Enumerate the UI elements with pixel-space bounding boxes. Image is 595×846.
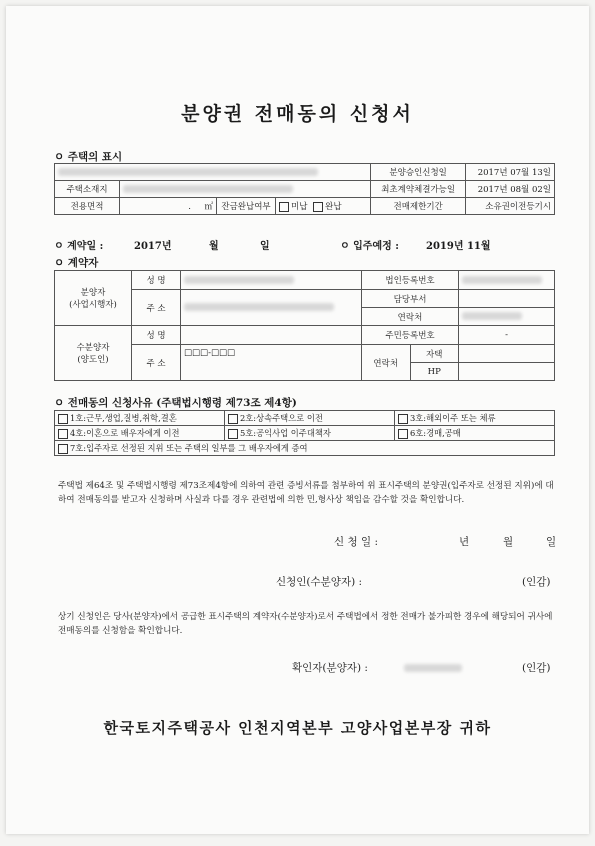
area-value: . ㎡ xyxy=(120,198,217,215)
paid-label: 완납 xyxy=(325,202,342,212)
apply-date-label: 신 청 일 : xyxy=(334,536,378,548)
contract-month: 월 xyxy=(209,241,219,252)
limit-value: 소유권이전등기시 xyxy=(466,198,555,215)
contract-year: 2017년 xyxy=(134,241,172,252)
buyer-address-value: □□□-□□□ xyxy=(181,345,362,381)
balance-label: 잔금완납여부 xyxy=(217,198,276,215)
contract-day: 일 xyxy=(260,241,270,252)
seller-name-label: 성 명 xyxy=(132,271,181,290)
confirmation-text: 상기 신청인은 당사(분양자)에서 공급한 표시주택의 계약자(수분양자)로서 주택법에서 정한 전매가 불가피한 경우에 해당되어 귀사에 전매동의를 신청함을 확인합니다. xyxy=(58,612,553,636)
limit-label: 전매제한기간 xyxy=(371,198,466,215)
reason-option[interactable]: 7호:입주자로 선정된 지위 또는 주택의 일부를 그 배우자에게 증여 xyxy=(55,441,555,456)
applicant-label: 신청인(수분양자) : xyxy=(276,576,363,588)
unpaid-checkbox[interactable] xyxy=(279,202,289,212)
contract-date: 2017년 08월 02일 xyxy=(466,181,555,198)
redacted-text xyxy=(184,303,334,311)
hp-value xyxy=(459,363,555,381)
parties-table xyxy=(54,270,555,381)
reason-checkbox[interactable] xyxy=(58,429,68,439)
section-parties-heading: ㅇ 계약자 xyxy=(54,257,99,269)
redacted-text xyxy=(462,312,522,320)
rrn-value: - xyxy=(459,326,555,345)
hp-label: HP xyxy=(410,363,459,381)
corp-label: 법인등록번호 xyxy=(362,271,459,290)
dept-label: 담당부서 xyxy=(362,290,459,308)
reason-checkbox[interactable] xyxy=(398,414,408,424)
rrn-label: 주민등록번호 xyxy=(362,326,459,345)
form-title: 분양권 전매동의 신청서 xyxy=(181,103,414,125)
declaration-text: 주택법 제64조 및 주택법시행령 제73조제4항에 의하여 관련 증빙서류를 첨부하여 위 표시주택의 분양권(입주자로 선정된 지위)에 대하여 전매동의를 받고자 신청하며 사실과 다를 경우 관련법에 의한 민,형사상 책임을 감수할 것을 확인합니다. xyxy=(58,481,554,505)
reason-table xyxy=(54,410,555,456)
redacted-text xyxy=(184,276,294,284)
seller-address-value xyxy=(181,290,362,326)
seller-contact-label: 연락처 xyxy=(362,308,459,326)
reason-checkbox[interactable] xyxy=(228,429,238,439)
applicant-seal: (인감) xyxy=(522,576,551,588)
approval-label: 분양승인신청일 xyxy=(371,164,466,181)
redacted-text xyxy=(404,664,462,672)
confirmer-label: 확인자(분양자) : xyxy=(292,662,368,674)
buyer-role: 수분양자 (양도인) xyxy=(55,326,132,381)
reason-checkbox[interactable] xyxy=(58,444,68,454)
reason-option[interactable]: 4호:이혼으로 배우자에게 이전 xyxy=(55,426,225,441)
home-label: 자택 xyxy=(410,345,459,363)
redacted-text xyxy=(462,276,542,284)
house-table xyxy=(54,163,555,215)
section-house-heading: ㅇ 주택의 표시 xyxy=(54,151,123,163)
section-reason-heading: ㅇ 전매동의 신청사유 (주택법시행령 제73조 제4항) xyxy=(54,397,297,409)
paid-checkbox[interactable] xyxy=(313,202,323,212)
redacted-text xyxy=(58,168,318,176)
address-label: 주택소재지 xyxy=(55,181,120,198)
addressee-footer: 한국토지주택공사 인천지역본부 고양사업본부장 귀하 xyxy=(103,719,492,737)
reason-option[interactable]: 5호:공익사업 이주대책자 xyxy=(225,426,395,441)
contract-label: 최초계약체결가능일 xyxy=(371,181,466,198)
reason-option[interactable]: 3호:해외이주 또는 체류 xyxy=(395,411,555,426)
seller-name-value xyxy=(181,271,362,290)
home-value xyxy=(459,345,555,363)
dept-value xyxy=(459,290,555,308)
approval-date: 2017년 07월 13일 xyxy=(466,164,555,181)
buyer-contact-label: 연락처 xyxy=(362,345,411,381)
corp-value xyxy=(459,271,555,290)
redacted-text xyxy=(123,185,293,193)
form-page xyxy=(6,6,589,834)
unpaid-label: 미납 xyxy=(291,202,308,212)
balance-options xyxy=(276,198,371,215)
movein-label: ㅇ 입주예정 : xyxy=(340,241,399,252)
buyer-address-label: 주 소 xyxy=(132,345,181,381)
reason-checkbox[interactable] xyxy=(228,414,238,424)
confirmer-seal: (인감) xyxy=(522,662,551,674)
reason-option[interactable]: 6호:경매,공매 xyxy=(395,426,555,441)
apply-month: 월 xyxy=(503,536,514,548)
apply-day: 일 xyxy=(546,536,557,548)
buyer-name-value xyxy=(181,326,362,345)
seller-role: 분양자 (사업시행자) xyxy=(55,271,132,326)
contract-date-label: ㅇ 계약일 : xyxy=(54,241,104,252)
reason-option[interactable]: 1호:근무,생업,질병,취학,결혼 xyxy=(55,411,225,426)
seller-address-label: 주 소 xyxy=(132,290,181,326)
reason-checkbox[interactable] xyxy=(398,429,408,439)
house-name-cell xyxy=(55,164,371,181)
seller-contact-value xyxy=(459,308,555,326)
reason-checkbox[interactable] xyxy=(58,414,68,424)
reason-option[interactable]: 2호:상속주택으로 이전 xyxy=(225,411,395,426)
address-value xyxy=(120,181,371,198)
area-label: 전용면적 xyxy=(55,198,120,215)
apply-year: 년 xyxy=(459,536,470,548)
buyer-name-label: 성 명 xyxy=(132,326,181,345)
movein-date: 2019년 11월 xyxy=(426,241,491,252)
